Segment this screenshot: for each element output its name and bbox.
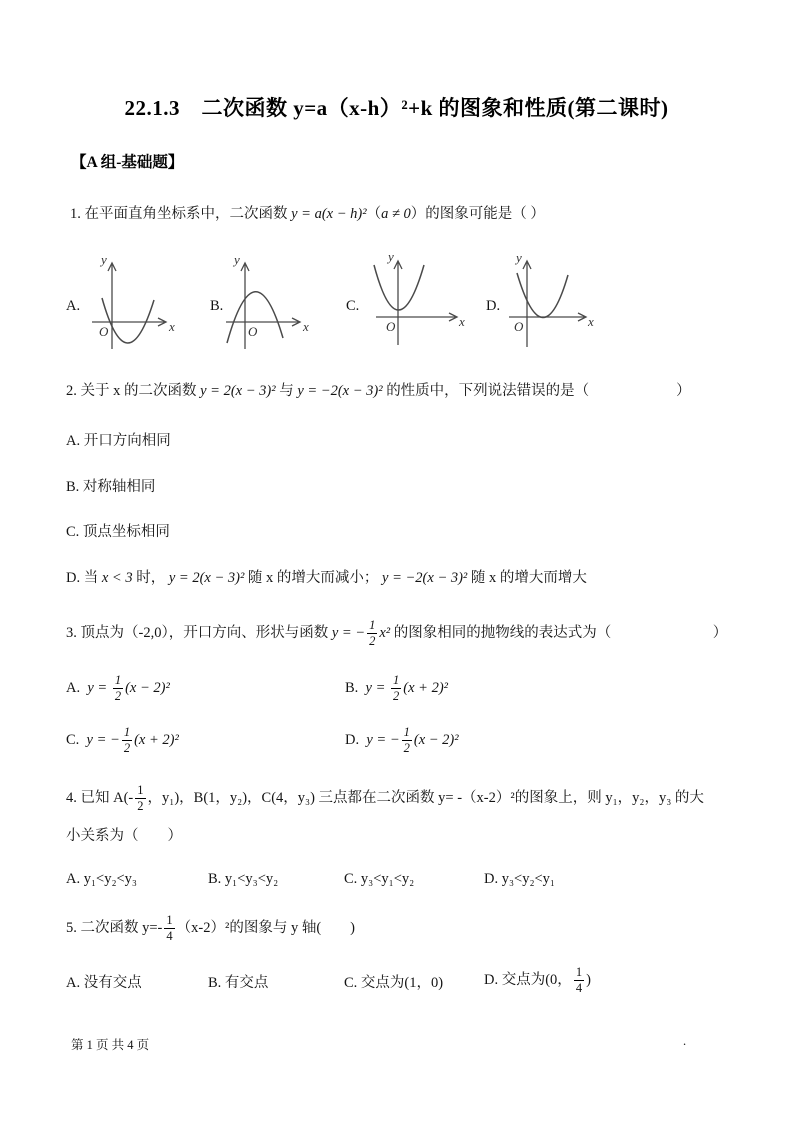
y-axis-label: y bbox=[101, 252, 107, 267]
q3-formula-pre: y = − bbox=[331, 625, 366, 641]
q5-option-d bbox=[484, 961, 591, 999]
fraction-denominator: 2 bbox=[137, 798, 144, 813]
q3-a-fraction bbox=[113, 673, 123, 703]
fraction-numerator: 1 bbox=[123, 725, 131, 740]
fraction-denominator: 4 bbox=[166, 928, 173, 943]
q3-c-post: (x + 2)² bbox=[134, 732, 179, 748]
q2-option-b: B. 对称轴相同 bbox=[66, 479, 156, 495]
q2-formula-1: y = 2(x − 3)² bbox=[200, 383, 276, 399]
graph-option-a bbox=[86, 252, 181, 352]
q3-option-a bbox=[66, 671, 170, 705]
q1-condition: a ≠ 0 bbox=[381, 206, 411, 222]
q3-c-pre: y = − bbox=[86, 732, 120, 748]
q2-stem bbox=[66, 381, 691, 401]
x-axis-label: x bbox=[459, 314, 465, 329]
y-axis-label: y bbox=[516, 250, 522, 265]
q3-text-2: 的图象相同的抛物线的表达式为（ ） bbox=[390, 625, 728, 641]
x-axis-label: x bbox=[303, 319, 309, 334]
origin-label: O bbox=[386, 319, 396, 334]
q3-text-1: 3. 顶点为（-2,0），开口方向、形状与函数 bbox=[66, 625, 332, 641]
q2-d-text-3: 随 x 的增大而减小； bbox=[244, 570, 383, 586]
origin-label: O bbox=[99, 324, 109, 339]
q2-d-text-1: D. 当 bbox=[66, 570, 102, 586]
q1-text-2: （ bbox=[366, 206, 382, 222]
q3-c-fraction bbox=[122, 725, 132, 755]
q3-d-pre: y = − bbox=[366, 732, 400, 748]
q2-option-c: C. 顶点坐标相同 bbox=[66, 524, 170, 540]
graph-option-c bbox=[366, 250, 466, 350]
origin-label: O bbox=[514, 319, 524, 334]
q1-option-b-label: B. bbox=[210, 298, 224, 314]
q3-a-post: (x − 2)² bbox=[125, 680, 170, 696]
q4-stem-line-1 bbox=[66, 779, 704, 817]
q3-a-label: A. bbox=[66, 680, 88, 696]
q5-d-text-2: ) bbox=[586, 972, 591, 988]
q3-a-pre: y = bbox=[87, 680, 111, 696]
q3-d-fraction bbox=[402, 725, 412, 755]
page-number: 第 1 页 共 4 页 bbox=[71, 1038, 150, 1052]
q5-stem bbox=[66, 909, 355, 947]
graph-option-d bbox=[503, 250, 598, 350]
q5-d-fraction bbox=[574, 965, 584, 995]
q4-option-c: C. y₃<y₁<y₂ bbox=[344, 871, 415, 887]
fraction-numerator: 1 bbox=[403, 725, 410, 740]
q3-b-post: (x + 2)² bbox=[403, 680, 449, 696]
q2-d-text-2: 时， bbox=[132, 570, 169, 586]
q2-d-math-1: x < 3 bbox=[101, 570, 133, 586]
q5-text-1: 5. 二次函数 y=- bbox=[66, 920, 163, 936]
q4-text-1: 4. 已知 A(- bbox=[66, 790, 134, 806]
origin-label: O bbox=[248, 324, 258, 339]
q1-option-a-label: A. bbox=[66, 298, 81, 314]
q1-text-1: 1. 在平面直角坐标系中，二次函数 bbox=[70, 206, 292, 222]
fraction-denominator: 2 bbox=[403, 740, 410, 755]
q3-fraction bbox=[367, 618, 377, 648]
q1-stem bbox=[70, 204, 545, 224]
q1-option-c-label: C. bbox=[346, 298, 360, 314]
q4-fraction bbox=[135, 783, 145, 813]
q2-d-math-3: y = −2(x − 3)² bbox=[382, 570, 468, 586]
q2-text-3: 的性质中，下列说法错误的是（ ） bbox=[382, 383, 691, 399]
y-axis-label: y bbox=[388, 250, 394, 264]
q2-formula-2: y = −2(x − 3)² bbox=[297, 383, 383, 399]
q4-option-d: D. y₃<y₂<y₁ bbox=[484, 871, 555, 887]
fraction-denominator: 2 bbox=[114, 688, 122, 703]
fraction-numerator: 1 bbox=[166, 913, 173, 928]
fraction-denominator: 2 bbox=[123, 740, 131, 755]
y-axis-label: y bbox=[234, 252, 240, 267]
q5-option-a: A. 没有交点 bbox=[66, 975, 142, 991]
q2-d-text-4: 随 x 的增大而增大 bbox=[467, 570, 587, 586]
q5-d-text-1: D. 交点为(0， bbox=[484, 972, 572, 988]
parabola-curve bbox=[517, 273, 568, 318]
q2-text-2: 与 bbox=[275, 383, 298, 399]
fraction-denominator: 2 bbox=[393, 688, 400, 703]
q3-stem bbox=[66, 615, 727, 651]
q3-c-label: C. bbox=[66, 732, 87, 748]
q5-option-b: B. 有交点 bbox=[208, 975, 269, 991]
fraction-numerator: 1 bbox=[575, 965, 583, 980]
q2-d-math-2: y = 2(x − 3)² bbox=[168, 570, 245, 586]
section-header: 【A 组-基础题】 bbox=[71, 154, 184, 171]
q4-text-2: ，y₁)，B(1，y₂)，C(4，y₃) 三点都在二次函数 y= -（x-2）²的图象上，则 y₁，y₂，y₃ 的大 bbox=[147, 790, 704, 806]
fraction-numerator: 1 bbox=[137, 783, 144, 798]
q3-option-b bbox=[345, 671, 448, 705]
q3-option-d bbox=[345, 723, 459, 757]
q5-option-c: C. 交点为(1，0) bbox=[344, 975, 444, 991]
graph-option-b bbox=[220, 252, 315, 352]
q5-text-2: （x-2）²的图象与 y 轴( ) bbox=[176, 920, 355, 936]
q3-b-pre: y = bbox=[365, 680, 390, 696]
q4-option-a: A. y₁<y₂<y₃ bbox=[66, 871, 137, 887]
q3-option-c bbox=[66, 723, 179, 757]
parabola-curve bbox=[102, 298, 154, 343]
q4-stem-line-2: 小关系为（ ） bbox=[66, 828, 182, 844]
page-title: 22.1.3 二次函数 y=a（x-h）²+k 的图象和性质(第二课时) bbox=[124, 96, 669, 120]
x-axis-label: x bbox=[588, 314, 594, 329]
fraction-numerator: 1 bbox=[393, 673, 400, 688]
q3-formula-post: x² bbox=[379, 625, 391, 641]
q3-d-label: D. bbox=[345, 732, 367, 748]
parabola-curve bbox=[374, 265, 424, 310]
q2-option-a: A. 开口方向相同 bbox=[66, 433, 171, 449]
q1-formula: y = a(x − h)² bbox=[291, 206, 367, 222]
q5-fraction bbox=[164, 913, 174, 943]
q3-b-label: B. bbox=[345, 680, 366, 696]
q4-option-b: B. y₁<y₃<y₂ bbox=[208, 871, 279, 887]
q2-text-1: 2. 关于 x 的二次函数 bbox=[66, 383, 201, 399]
q1-option-d-label: D. bbox=[486, 298, 501, 314]
fraction-denominator: 4 bbox=[575, 980, 583, 995]
footer-dot: . bbox=[683, 1034, 687, 1048]
fraction-denominator: 2 bbox=[369, 633, 376, 648]
fraction-numerator: 1 bbox=[114, 673, 122, 688]
q3-d-post: (x − 2)² bbox=[413, 732, 459, 748]
q2-option-d bbox=[66, 568, 587, 588]
x-axis-label: x bbox=[169, 319, 175, 334]
q3-b-fraction bbox=[391, 673, 401, 703]
q1-text-3: ）的图象可能是（ ） bbox=[410, 206, 545, 222]
fraction-numerator: 1 bbox=[369, 618, 376, 633]
